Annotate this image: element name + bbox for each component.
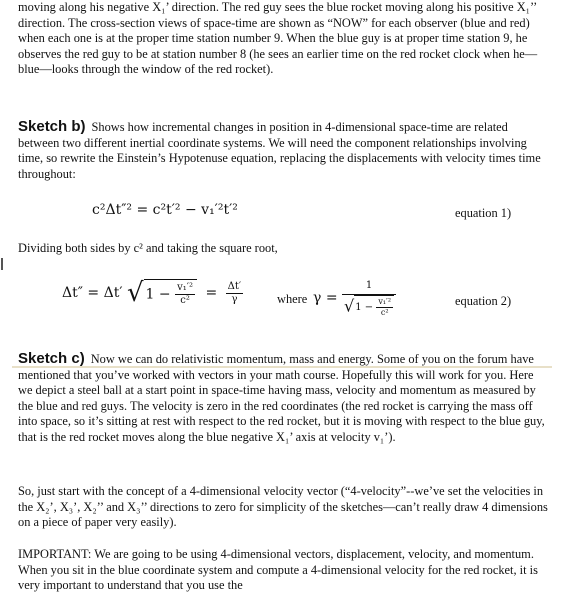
gamma-num: 1 xyxy=(342,278,396,295)
equation-2 xyxy=(62,278,243,308)
sqrt-expression xyxy=(127,278,197,308)
equation-1-label: equation 1) xyxy=(455,206,512,220)
margin-mark xyxy=(1,258,3,270)
equation-2-label: equation 2) xyxy=(455,294,512,308)
equation-1: c²Δt″² = c²t′² − v₁′²t′² xyxy=(92,202,238,218)
sketch-b-paragraph xyxy=(18,119,550,182)
dividing-text: Dividing both sides by c² and taking the square root, xyxy=(18,241,278,255)
gamma-fraction xyxy=(342,278,396,318)
gamma-sqrt-body xyxy=(354,295,394,318)
gamma-one-minus: 1 − xyxy=(355,302,374,313)
gamma-den xyxy=(342,295,396,318)
intro-paragraph: moving along his negative X₁’ direction. The red guy sees the blue rocket moving along his positive X₁’’ direction. The cross-section views of space-time are shown as “NOW” for each observer (blue and red) when each one is at the proper time station number 9. When the blue guy is at proper time station 9, he observes the red guy to be at station number 8 (he sees an earlier time on the red rocket clock when he—blue—looks through the window of the red rocket). xyxy=(18,0,538,77)
where-text: where xyxy=(277,292,308,306)
important-paragraph: IMPORTANT: We are going to be using 4-dimensional vectors, displacement, velocity, and momentum. When you sit in the blue coordinate system and compute a 4-dimensional velocity for the red rocket, it is very important to understand that you use the xyxy=(18,547,538,593)
equation-1-row xyxy=(0,200,561,224)
dt-over-gamma-num: Δt′ xyxy=(227,280,242,292)
gamma-sqrt-symbol: √ xyxy=(344,296,355,316)
sketch-c-heading: Sketch c) xyxy=(18,350,85,367)
equation-2-row xyxy=(0,272,561,336)
dt-over-gamma xyxy=(226,281,244,306)
velocity-fraction-den: c² xyxy=(180,295,190,306)
sketch-c-paragraph xyxy=(18,351,550,446)
gamma-inner-num: v₁′² xyxy=(378,297,392,306)
gamma-definition xyxy=(313,278,396,318)
equation-2-equals: = xyxy=(205,285,218,301)
velocity-fraction xyxy=(175,282,195,307)
velocity-paragraph: So, just start with the concept of a 4-dimensional velocity vector (“4-velocity”--we’ve set the velocities in the X₂’, X₃’, X₂’’ and X₃’’ directions to zero for simplicity of the sketches—can’t really draw 4 dimensions on a piece of paper very easily). xyxy=(18,484,548,530)
velocity-fraction-num: v₁′² xyxy=(177,282,194,293)
dt-over-gamma-den: γ xyxy=(231,293,238,305)
sketch-b-heading: Sketch b) xyxy=(18,118,86,135)
sketch-b-text: Shows how incremental changes in position in 4-dimensional space-time are related between two different inertial coordinate systems. We will need the component relationships involving time, so rewrite the Einstein’s Hypotenuse equation, replacing the displacements with velocity times time throughout: xyxy=(18,120,541,181)
gamma-inner-den: c² xyxy=(380,308,389,317)
sketch-c-text: Now we can do relativistic momentum, mass and energy. Some of you on the forum have mentioned that you’ve worked with vectors in your math course. Hopefully this will work for you. Here we depict a steel ball at a start point in space-time having mass, velocity and momentum as measured by the blue and red guys. The velocity is zero in the red coordinates (the red rocket is carrying the mass off into space, so it’s sitting at rest with respect to the red rocket, but it is moving with respect to the blue guy, that is the red rocket moves along the blue negative X₁’ axis at velocity v₁’). xyxy=(18,352,545,444)
sqrt-body xyxy=(144,279,197,307)
sqrt-one-minus: 1 − xyxy=(145,286,171,303)
gamma-eq: γ = xyxy=(313,290,338,306)
sqrt-symbol: √ xyxy=(126,278,144,308)
gamma-inner-fraction xyxy=(376,297,393,318)
equation-2-lhs: Δt″ = Δt′ xyxy=(62,285,123,301)
